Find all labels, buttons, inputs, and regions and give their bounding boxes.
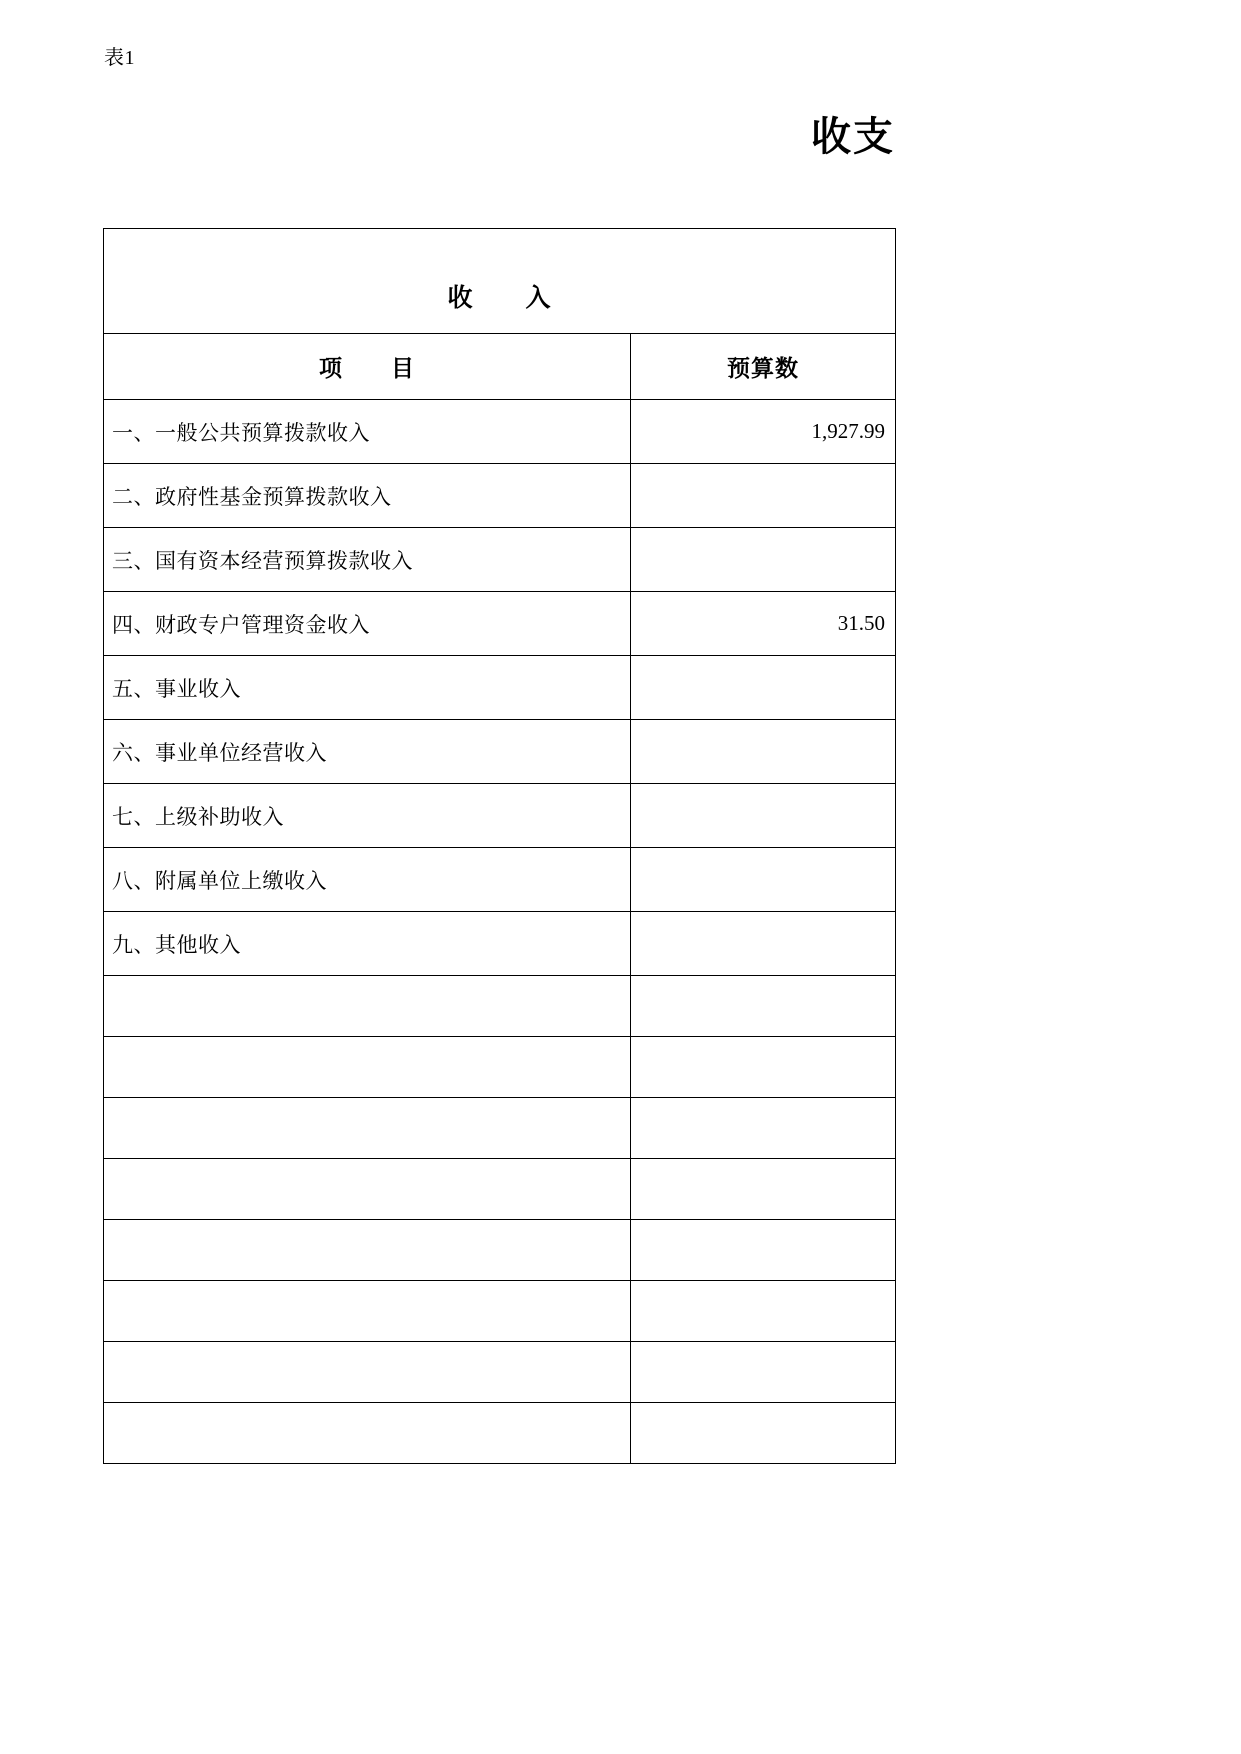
table-row — [104, 848, 896, 912]
row-item-label: 五、事业收入 — [104, 656, 631, 720]
table-row — [104, 400, 896, 464]
row-item-value — [631, 1403, 896, 1464]
row-item-label — [104, 1281, 631, 1342]
row-item-label: 七、上级补助收入 — [104, 784, 631, 848]
row-item-label — [104, 1159, 631, 1220]
row-item-value — [631, 656, 896, 720]
table-row — [104, 720, 896, 784]
row-item-value — [631, 976, 896, 1037]
table-row-blank — [104, 976, 896, 1037]
budget-table-container — [103, 228, 895, 1464]
row-item-value — [631, 1037, 896, 1098]
table-row-blank — [104, 1098, 896, 1159]
section-banner-income: 收 入 — [104, 229, 896, 334]
row-item-value — [631, 1098, 896, 1159]
row-item-label — [104, 976, 631, 1037]
table-row-blank — [104, 1220, 896, 1281]
column-header-row — [104, 334, 896, 400]
row-item-label — [104, 1403, 631, 1464]
table-row — [104, 784, 896, 848]
page-title: 收支 — [811, 114, 895, 159]
row-item-label — [104, 1098, 631, 1159]
table-row-blank — [104, 1403, 896, 1464]
table-row — [104, 464, 896, 528]
row-item-value: 1,927.99 — [631, 400, 896, 464]
row-item-value — [631, 720, 896, 784]
row-item-label: 二、政府性基金预算拨款收入 — [104, 464, 631, 528]
table-row — [104, 656, 896, 720]
column-header-value: 预算数 — [631, 334, 896, 400]
row-item-label — [104, 1037, 631, 1098]
table-row-blank — [104, 1159, 896, 1220]
table-row — [104, 592, 896, 656]
table-row-blank — [104, 1342, 896, 1403]
row-item-value — [631, 848, 896, 912]
column-header-item: 项 目 — [104, 334, 631, 400]
sheet-label: 表1 — [104, 47, 135, 69]
row-item-value — [631, 1220, 896, 1281]
table-row-blank — [104, 1281, 896, 1342]
row-item-label: 三、国有资本经营预算拨款收入 — [104, 528, 631, 592]
table-row — [104, 912, 896, 976]
row-item-value — [631, 912, 896, 976]
row-item-label — [104, 1220, 631, 1281]
row-item-label: 四、财政专户管理资金收入 — [104, 592, 631, 656]
table-body — [104, 229, 896, 1464]
row-item-value — [631, 528, 896, 592]
row-item-value — [631, 1342, 896, 1403]
row-item-label: 六、事业单位经营收入 — [104, 720, 631, 784]
section-banner-row — [104, 229, 896, 334]
row-item-label: 一、一般公共预算拨款收入 — [104, 400, 631, 464]
row-item-value — [631, 1159, 896, 1220]
row-item-label: 九、其他收入 — [104, 912, 631, 976]
table-row — [104, 528, 896, 592]
row-item-label — [104, 1342, 631, 1403]
row-item-value — [631, 464, 896, 528]
table-row-blank — [104, 1037, 896, 1098]
row-item-value — [631, 784, 896, 848]
row-item-label: 八、附属单位上缴收入 — [104, 848, 631, 912]
row-item-value: 31.50 — [631, 592, 896, 656]
income-budget-table — [103, 228, 896, 1464]
row-item-value — [631, 1281, 896, 1342]
